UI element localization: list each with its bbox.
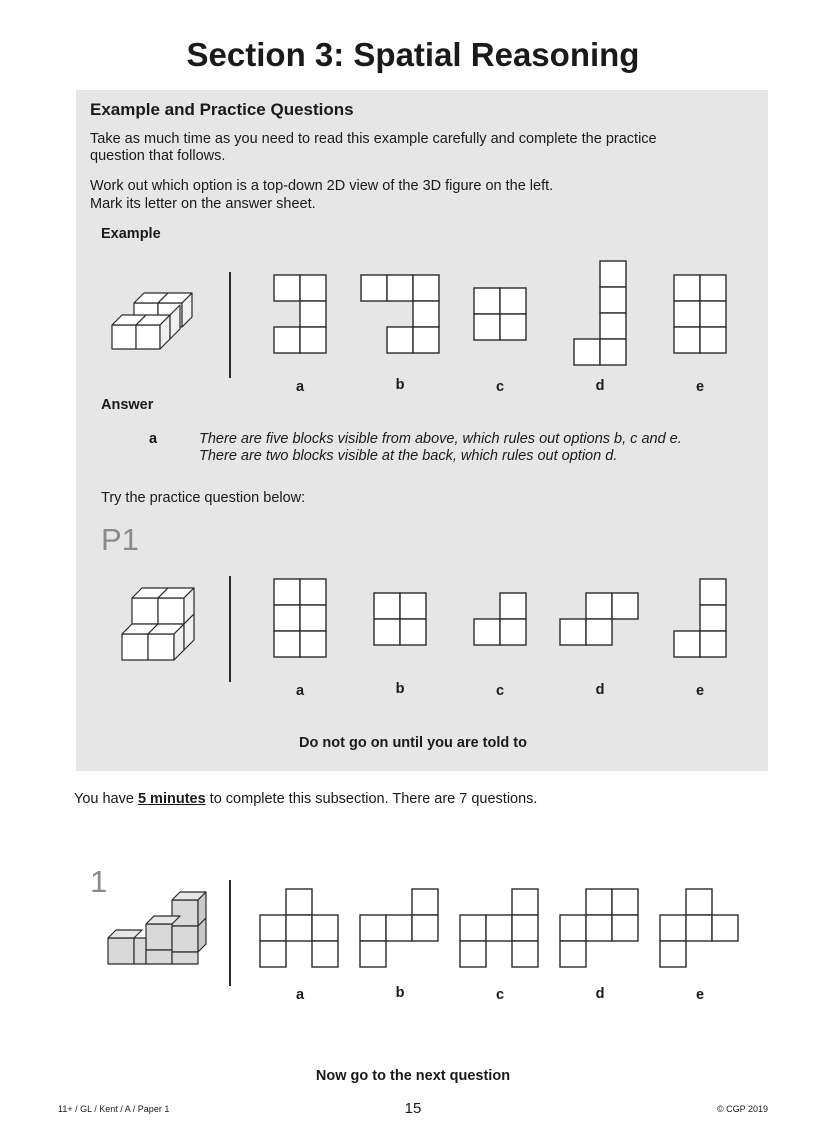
footer-copyright: © CGP 2019 bbox=[717, 1104, 768, 1114]
practice-3d-figure bbox=[116, 584, 206, 668]
practice-option-b-label[interactable]: b bbox=[395, 681, 405, 697]
question-1-option-e-label[interactable]: e bbox=[695, 987, 705, 1003]
practice-option-c-figure bbox=[473, 592, 529, 648]
stop-notice: Do not go on until you are told to bbox=[299, 735, 527, 751]
practice-cube-stack bbox=[122, 588, 194, 660]
page-title: Section 3: Spatial Reasoning bbox=[186, 36, 640, 73]
time-suffix: to complete this subsection. There are 7 questions. bbox=[205, 791, 538, 807]
question-1-option-d-label[interactable]: d bbox=[595, 986, 605, 1002]
example-option-e-label[interactable]: e bbox=[695, 379, 705, 395]
question-1-option-c-label[interactable]: c bbox=[495, 987, 505, 1003]
question-1-option-c-figure bbox=[459, 888, 543, 972]
answer-line-1: There are five blocks visible from above, which rules out options b, c and e. bbox=[199, 431, 682, 447]
example-option-e-figure bbox=[673, 274, 729, 358]
time-statement bbox=[74, 791, 774, 808]
question-1-option-a-label[interactable]: a bbox=[295, 987, 305, 1003]
practice-option-b-figure bbox=[373, 592, 429, 648]
question-1-option-e-figure bbox=[659, 888, 743, 972]
panel-heading: Example and Practice Questions bbox=[90, 100, 354, 119]
practice-option-a-figure bbox=[273, 578, 329, 662]
example-option-b-label[interactable]: b bbox=[395, 377, 405, 393]
example-divider bbox=[229, 272, 231, 378]
answer-line-2: There are two blocks visible at the back, which rules out option d. bbox=[199, 448, 618, 464]
instructions-line-1: Work out which option is a top-down 2D view of the 3D figure on the left. bbox=[90, 178, 554, 194]
practice-option-d-label[interactable]: d bbox=[595, 682, 605, 698]
practice-prompt: Try the practice question below: bbox=[101, 490, 306, 506]
question-1-option-a-figure bbox=[259, 888, 343, 972]
example-cube-stack bbox=[112, 293, 192, 349]
answer-label: Answer bbox=[101, 397, 154, 413]
example-3d-figure bbox=[104, 285, 204, 355]
practice-option-d-figure bbox=[559, 592, 643, 648]
time-prefix: You have bbox=[74, 791, 138, 807]
example-option-a-label[interactable]: a bbox=[295, 379, 305, 395]
answer-letter: a bbox=[149, 431, 158, 447]
question-1-cube-stack bbox=[108, 892, 206, 964]
practice-number: P1 bbox=[101, 522, 139, 557]
example-option-c-figure bbox=[473, 287, 529, 343]
footer-paper-code: 11+ / GL / Kent / A / Paper 1 bbox=[58, 1104, 170, 1114]
time-value: 5 minutes bbox=[137, 791, 206, 807]
practice-option-e-figure bbox=[673, 578, 729, 662]
intro-text: Take as much time as you need to read this example carefully and complete the practice question that follows. bbox=[90, 131, 657, 164]
question-1-option-b-label[interactable]: b bbox=[395, 985, 405, 1001]
practice-option-c-label[interactable]: c bbox=[495, 683, 505, 699]
practice-divider bbox=[229, 576, 231, 682]
example-option-d-label[interactable]: d bbox=[595, 378, 605, 394]
question-1-option-d-figure bbox=[559, 888, 643, 972]
question-1-option-b-figure bbox=[359, 888, 443, 972]
example-option-a-figure bbox=[273, 274, 329, 358]
example-option-d-figure bbox=[573, 260, 629, 370]
answer-explanation bbox=[199, 431, 682, 465]
next-question-notice: Now go to the next question bbox=[315, 1068, 511, 1084]
example-option-c-label[interactable]: c bbox=[495, 379, 505, 395]
example-label: Example bbox=[101, 226, 161, 242]
instructions-line-2: Mark its letter on the answer sheet. bbox=[90, 196, 316, 212]
example-option-b-figure bbox=[360, 274, 442, 358]
practice-option-a-label[interactable]: a bbox=[295, 683, 305, 699]
question-1-divider bbox=[229, 880, 231, 986]
practice-option-e-label[interactable]: e bbox=[695, 683, 705, 699]
page-number: 15 bbox=[404, 1100, 422, 1117]
question-1-number: 1 bbox=[90, 864, 108, 899]
question-1-3d-figure bbox=[104, 890, 214, 970]
